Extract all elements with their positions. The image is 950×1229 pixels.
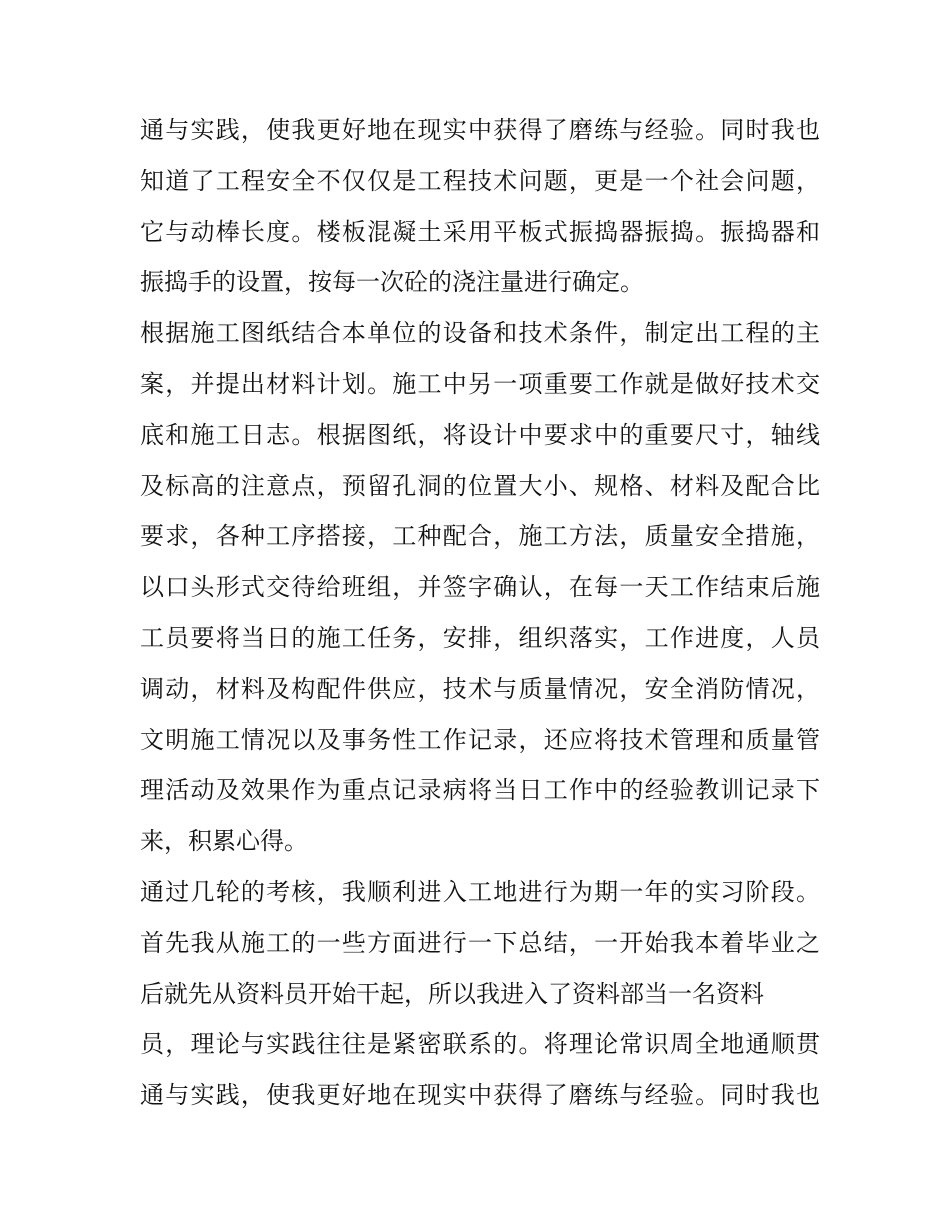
text-line-6: 案，并提出材料计划。施工中另一项重要工作就是做好技术交 xyxy=(140,369,820,398)
text-line-18: 后就先从资料员开始干起，所以我进入了资料部当一名资料 xyxy=(140,979,764,1008)
text-line-7: 底和施工日志。根据图纸，将设计中要求中的重要尺寸，轴线 xyxy=(140,420,820,449)
text-line-20: 通与实践，使我更好地在现实中获得了磨练与经验。同时我也 xyxy=(140,1081,820,1110)
text-line-2: 知道了工程安全不仅仅是工程技术问题，更是一个社会问题， xyxy=(140,166,820,195)
text-line-4: 振捣手的设置，按每一次砼的浇注量进行确定。 xyxy=(140,268,644,297)
text-line-12: 调动，材料及构配件供应，技术与质量情况，安全消防情况， xyxy=(140,674,820,703)
text-line-11: 工员要将当日的施工任务，安排，组织落实，工作进度，人员 xyxy=(140,623,820,652)
text-line-16: 通过几轮的考核，我顺利进入工地进行为期一年的实习阶段。 xyxy=(140,877,820,906)
text-line-15: 来，积累心得。 xyxy=(140,827,308,856)
text-line-17: 首先我从施工的一些方面进行一下总结，一开始我本着毕业之 xyxy=(140,928,820,957)
text-line-1: 通与实践，使我更好地在现实中获得了磨练与经验。同时我也 xyxy=(140,116,820,144)
text-line-14: 理活动及效果作为重点记录病将当日工作中的经验教训记录下 xyxy=(140,776,820,805)
text-line-10: 以口头形式交待给班组，并签字确认，在每一天工作结束后施 xyxy=(140,573,820,602)
text-line-19: 员，理论与实践往往是紧密联系的。将理论常识周全地通顺贯 xyxy=(140,1030,820,1059)
body-text xyxy=(140,105,820,1121)
text-line-3: 它与动棒长度。楼板混凝土采用平板式振捣器振捣。振捣器和 xyxy=(140,217,820,246)
text-line-8: 及标高的注意点，预留孔洞的位置大小、规格、材料及配合比 xyxy=(140,471,820,500)
text-line-9: 要求，各种工序搭接，工种配合，施工方法，质量安全措施， xyxy=(140,522,820,551)
text-line-13: 文明施工情况以及事务性工作记录，还应将技术管理和质量管 xyxy=(140,725,820,754)
text-line-5: 根据施工图纸结合本单位的设备和技术条件，制定出工程的主 xyxy=(140,319,820,348)
